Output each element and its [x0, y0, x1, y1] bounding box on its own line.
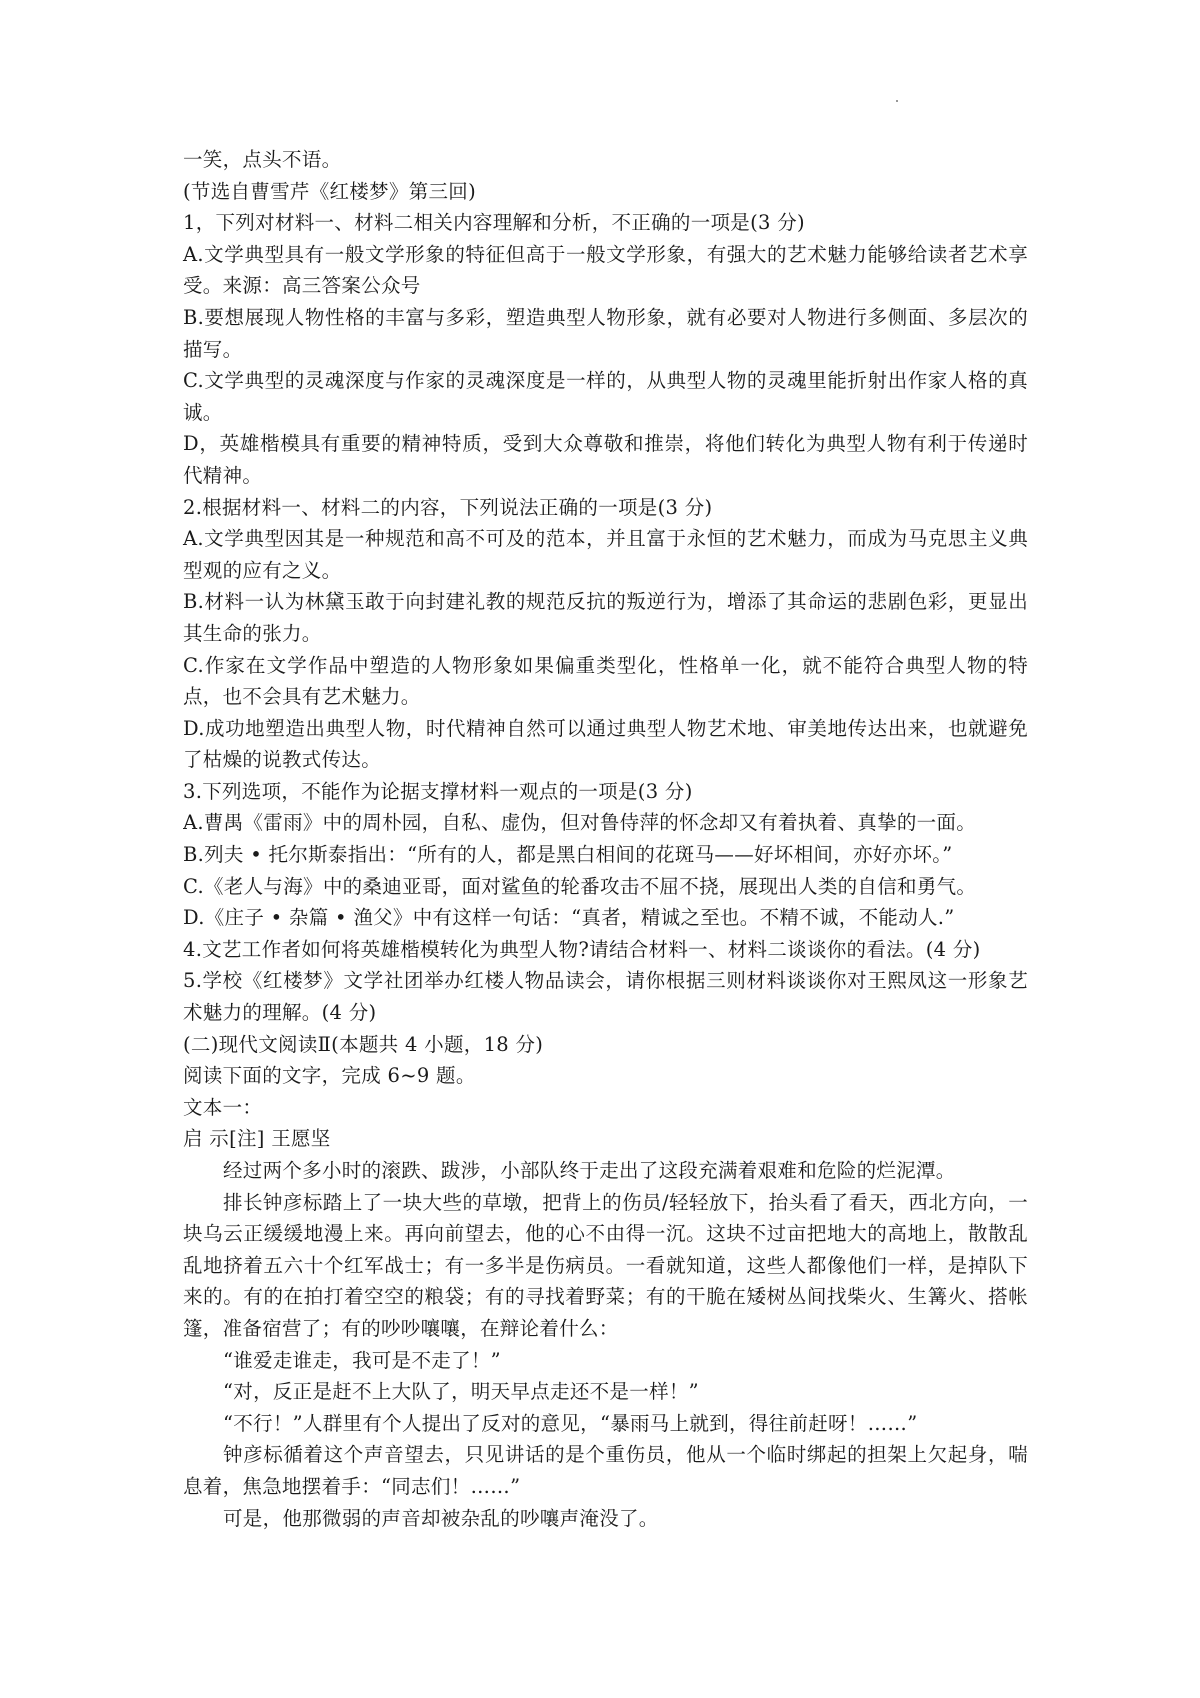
question-1-option-b: B.要想展现人物性格的丰富与多彩，塑造典型人物形象，就有必要对人物进行多侧面、多层次的描写。: [183, 305, 1028, 361]
question-4: 4.文艺工作者如何将英雄楷模转化为典型人物?请结合材料一、材料二谈谈你的看法。(4 分): [183, 937, 981, 961]
question-2-option-a: A.文学典型因其是一种规范和高不可及的范本，并且富于永恒的艺术魅力，而成为马克思主义典型观的应有之义。: [183, 527, 1028, 582]
scan-dot: [896, 100, 898, 102]
question-3: 3.下列选项，不能作为论据支撑材料一观点的一项是(3 分): [183, 779, 693, 803]
question-3-option-c: C.《老人与海》中的桑迪亚哥，面对鲨鱼的轮番攻击不屈不挠，展现出人类的自信和勇气。: [183, 874, 977, 898]
story-title: 启 示[注] 王愿坚: [183, 1127, 331, 1151]
story-paragraph-3: “谁爱走谁走，我可是不走了！”: [223, 1348, 501, 1372]
question-2-option-c: C.作家在文学作品中塑造的人物形象如果偏重类型化，性格单一化，就不能符合典型人物的特点，也不会具有艺术魅力。: [183, 653, 1028, 709]
story-paragraph-4: “对，反正是赶不上大队了，明天早点走还不是一样！”: [223, 1380, 699, 1404]
story-paragraph-6: 钟彦标循着这个声音望去，只见讲话的是个重伤员，他从一个临时绑起的担架上欠起身，喘息着，焦急地摆着手：“同志们！……”: [183, 1443, 1028, 1498]
question-1-option-a: A.文学典型具有一般文学形象的特征但高于一般文学形象，有强大的艺术魅力能够给读者艺术享受。来源：高三答案公众号: [183, 242, 1028, 298]
story-paragraph-7: 可是，他那微弱的声音却被杂乱的吵嚷声淹没了。: [223, 1506, 659, 1530]
question-3-option-d: D.《庄子 • 杂篇 • 渔父》中有这样一句话：“真者，精诚之至也。不精不诚，不能动人.”: [183, 906, 955, 930]
question-2-option-b: B.材料一认为林黛玉敢于向封建礼教的规范反抗的叛逆行为，增添了其命运的悲剧色彩，更显出其生命的张力。: [183, 590, 1028, 645]
story-paragraph-1: 经过两个多小时的滚跌、跋涉，小部队终于走出了这段充满着艰难和危险的烂泥潭。: [223, 1159, 956, 1182]
document-page: [183, 144, 1028, 1534]
story-paragraph-2: 排长钟彦标踏上了一块大些的草墩，把背上的伤员/轻轻放下，抬头看了看天，西北方向，一块乌云正缓缓地漫上来。再向前望去，他的心不由得一沉。这块不过亩把地大的高地上，散散乱乱地挤着五六十个红军战士；有一多半是伤病员。一看就知道，这些人都像他们一样，是掉队下来的。有的在拍打着空空的粮袋；有的寻找着野菜；有的干脆在矮树丛间找柴火、生篝火、搭帐篷，准备宿营了；有的吵吵嚷嚷，在辩论着什么：: [183, 1190, 1028, 1340]
section-instruction: 阅读下面的文字，完成 6~9 题。: [183, 1064, 476, 1088]
story-paragraph-5: “不行！”人群里有个人提出了反对的意见，“暴雨马上就到，得往前赶呀！……”: [223, 1411, 918, 1435]
question-2-option-d: D.成功地塑造出典型人物，时代精神自然可以通过典型人物艺术地、审美地传达出来，也就避免了枯燥的说教式传达。: [183, 716, 1028, 772]
source-citation: (节选自曹雪芹《红楼梦》第三回): [183, 179, 477, 203]
question-3-option-b: B.列夫 • 托尔斯泰指出：“所有的人，都是黑白相间的花斑马——好坏相间，亦好亦坏。”: [183, 843, 953, 867]
question-1-option-c: C.文学典型的灵魂深度与作家的灵魂深度是一样的，从典型人物的灵魂里能折射出作家人格的真诚。: [183, 369, 1028, 424]
text-label: 文本一：: [183, 1095, 263, 1119]
section-heading: (二)现代文阅读Ⅱ(本题共 4 小题，18 分): [183, 1032, 544, 1056]
passage-end-line: 一笑，点头不语。: [183, 148, 342, 171]
question-1: 1，下列对材料一、材料二相关内容理解和分析，不正确的一项是(3 分): [183, 211, 805, 235]
question-2: 2.根据材料一、材料二的内容，下列说法正确的一项是(3 分): [183, 495, 713, 519]
question-3-option-a: A.曹禺《雷雨》中的周朴园，自私、虚伪，但对鲁侍萍的怀念却又有着执着、真挚的一面。: [183, 811, 977, 835]
question-1-option-d: D，英雄楷模具有重要的精神特质，受到大众尊敬和推崇，将他们转化为典型人物有利于传递时代精神。: [183, 432, 1028, 487]
question-5: 5.学校《红楼梦》文学社团举办红楼人物品读会，请你根据三则材料谈谈你对王熙凤这一形象艺术魅力的理解。(4 分): [183, 969, 1028, 1025]
